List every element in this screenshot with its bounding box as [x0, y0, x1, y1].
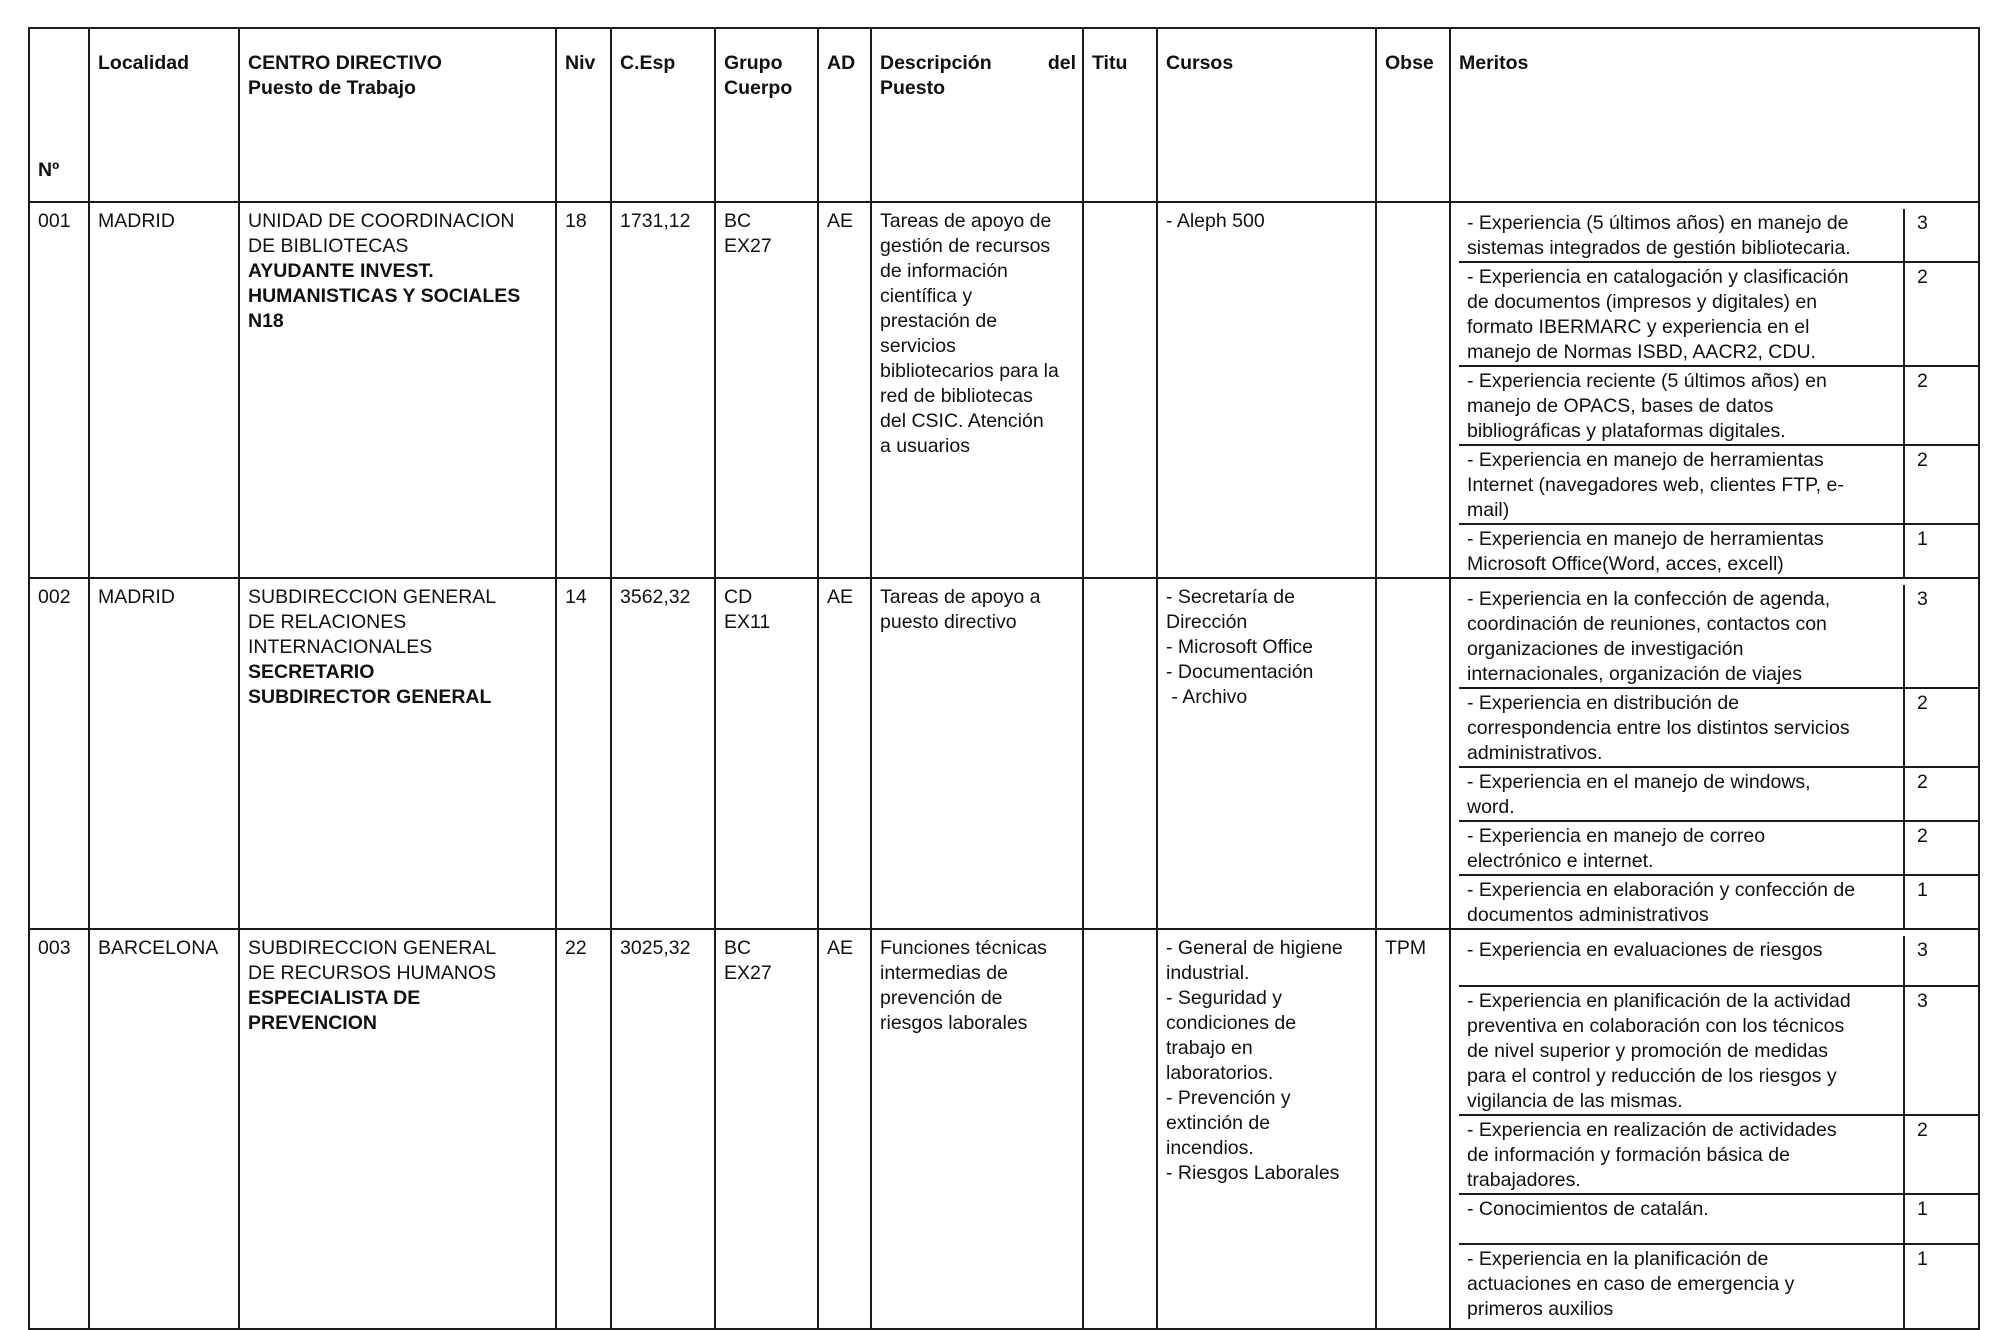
curso-line: - Seguridad y: [1166, 987, 1282, 1009]
header-centro: [239, 28, 556, 202]
cell-descripcion: [871, 929, 1083, 1329]
curso-line: extinción de: [1166, 1112, 1271, 1134]
descripcion-line: prestación de: [880, 310, 998, 332]
cell-centro: [239, 202, 556, 578]
merito-item: [1459, 1115, 1979, 1194]
merito-line: - Experiencia en realización de actividades: [1467, 1119, 1837, 1141]
merito-text: [1459, 262, 1904, 366]
merito-line: documentos administrativos: [1467, 904, 1709, 926]
puesto-trabajo-line: HUMANISTICAS Y SOCIALES: [248, 285, 521, 307]
header-grupo: [715, 28, 818, 202]
cell-titu: [1083, 578, 1157, 929]
document-page: [28, 27, 1978, 1330]
cell-titu: [1083, 202, 1157, 578]
cell-niv: 14: [556, 578, 611, 929]
merito-line: actuaciones en caso de emergencia y: [1467, 1273, 1795, 1295]
header-meritos: Meritos: [1450, 28, 1979, 202]
cell-ad: AE: [818, 929, 871, 1329]
job-listing-table: [28, 27, 1980, 1330]
descripcion-line: gestión de recursos: [880, 235, 1051, 257]
merito-text: [1459, 821, 1904, 875]
merito-item: [1459, 524, 1979, 577]
cell-grupo: [715, 202, 818, 578]
merito-item: [1459, 585, 1979, 688]
cell-descripcion: [871, 202, 1083, 578]
merito-item: [1459, 821, 1979, 875]
header-desc-line1: Descripción del: [880, 52, 1076, 74]
cell-meritos: [1450, 578, 1979, 929]
centro-directivo-line: DE BIBLIOTECAS: [248, 235, 409, 257]
merito-line: - Experiencia en evaluaciones de riesgos: [1467, 939, 1823, 961]
merito-line: - Experiencia en el manejo de windows,: [1467, 771, 1811, 793]
merito-line: - Experiencia en elaboración y confección de: [1467, 879, 1856, 901]
cell-n: 002: [29, 578, 89, 929]
meritos-list: [1459, 585, 1979, 928]
merito-line: formato IBERMARC y experiencia en el: [1467, 316, 1810, 338]
grupo-value: BC: [724, 210, 752, 232]
header-ad: AD: [818, 28, 871, 202]
curso-line: condiciones de: [1166, 1012, 1297, 1034]
descripcion-line: riesgos laborales: [880, 1012, 1028, 1034]
cell-ad: AE: [818, 202, 871, 578]
cell-meritos: [1450, 202, 1979, 578]
merito-line: manejo de Normas ISBD, AACR2, CDU.: [1467, 341, 1816, 363]
merito-item: [1459, 366, 1979, 445]
cell-localidad: BARCELONA: [89, 929, 239, 1329]
descripcion-line: Funciones técnicas: [880, 937, 1047, 959]
merito-line: - Experiencia en manejo de herramientas: [1467, 449, 1824, 471]
curso-line: - Riesgos Laborales: [1166, 1162, 1340, 1184]
centro-directivo-line: INTERNACIONALES: [248, 636, 433, 658]
merito-score: 2: [1904, 445, 1979, 524]
merito-text: [1459, 524, 1904, 577]
merito-item: [1459, 445, 1979, 524]
merito-line: manejo de OPACS, bases de datos: [1467, 395, 1774, 417]
merito-score: 3: [1904, 986, 1979, 1115]
descripcion-line: Tareas de apoyo a: [880, 586, 1041, 608]
centro-directivo-line: DE RELACIONES: [248, 611, 407, 633]
curso-line: - Microsoft Office: [1166, 636, 1314, 658]
cell-obse: [1376, 202, 1450, 578]
curso-line: incendios.: [1166, 1137, 1254, 1159]
descripcion-line: bibliotecarios para la: [880, 360, 1059, 382]
merito-line: preventiva en colaboración con los técnicos: [1467, 1015, 1845, 1037]
merito-line: electrónico e internet.: [1467, 850, 1654, 872]
merito-line: correspondencia entre los distintos servicios: [1467, 717, 1850, 739]
header-centro-line2: Puesto de Trabajo: [248, 77, 416, 99]
puesto-trabajo-line: SECRETARIO: [248, 661, 375, 683]
cell-centro: [239, 578, 556, 929]
merito-line: - Experiencia en la planificación de: [1467, 1248, 1769, 1270]
merito-score: 2: [1904, 767, 1979, 821]
merito-score: 1: [1904, 875, 1979, 928]
curso-line: - Documentación: [1166, 661, 1314, 683]
header-desc-line2: Puesto: [880, 77, 946, 99]
merito-line: internacionales, organización de viajes: [1467, 663, 1802, 685]
merito-score: 3: [1904, 209, 1979, 262]
header-cesp: C.Esp: [611, 28, 715, 202]
header-centro-line1: CENTRO DIRECTIVO: [248, 52, 442, 74]
cell-titu: [1083, 929, 1157, 1329]
merito-item: [1459, 767, 1979, 821]
descripcion-line: de información: [880, 260, 1008, 282]
merito-text: [1459, 1115, 1904, 1194]
cell-cesp: 3562,32: [611, 578, 715, 929]
curso-line: - Archivo: [1166, 686, 1248, 708]
meritos-list: [1459, 209, 1979, 577]
descripcion-line: científica y: [880, 285, 973, 307]
merito-score: 2: [1904, 688, 1979, 767]
merito-line: de información y formación básica de: [1467, 1144, 1790, 1166]
merito-item: [1459, 688, 1979, 767]
cuerpo-value: EX27: [724, 235, 772, 257]
merito-line: Microsoft Office(Word, acces, excell): [1467, 553, 1784, 575]
merito-item: [1459, 936, 1979, 986]
meritos-list: [1459, 936, 1979, 1328]
descripcion-line: red de bibliotecas: [880, 385, 1033, 407]
merito-line: coordinación de reuniones, contactos con: [1467, 613, 1827, 635]
header-localidad: Localidad: [89, 28, 239, 202]
merito-line: Internet (navegadores web, clientes FTP, e-: [1467, 474, 1844, 496]
merito-line: bibliográficas y plataformas digitales.: [1467, 420, 1786, 442]
cell-cesp: 3025,32: [611, 929, 715, 1329]
curso-line: industrial.: [1166, 962, 1250, 984]
cell-descripcion: [871, 578, 1083, 929]
descripcion-line: Tareas de apoyo de: [880, 210, 1052, 232]
cell-grupo: [715, 929, 818, 1329]
merito-line: - Experiencia en la confección de agenda,: [1467, 588, 1831, 610]
merito-line: - Experiencia en catalogación y clasificación: [1467, 266, 1849, 288]
cell-localidad: MADRID: [89, 202, 239, 578]
centro-directivo-line: DE RECURSOS HUMANOS: [248, 962, 497, 984]
header-cursos: Cursos: [1157, 28, 1376, 202]
curso-line: laboratorios.: [1166, 1062, 1274, 1084]
merito-score: 1: [1904, 1194, 1979, 1244]
merito-score: 2: [1904, 366, 1979, 445]
merito-text: [1459, 767, 1904, 821]
merito-line: - Experiencia en distribución de: [1467, 692, 1740, 714]
merito-line: sistemas integrados de gestión bibliotecaria.: [1467, 237, 1851, 259]
descripcion-line: prevención de: [880, 987, 1003, 1009]
curso-line: - Aleph 500: [1166, 210, 1265, 232]
merito-line: para el control y reducción de los riesgos y: [1467, 1065, 1837, 1087]
cell-niv: 22: [556, 929, 611, 1329]
merito-line: trabajadores.: [1467, 1169, 1581, 1191]
merito-line: de nivel superior y promoción de medidas: [1467, 1040, 1828, 1062]
table-row: [29, 578, 1979, 929]
cell-cursos: [1157, 202, 1376, 578]
merito-text: [1459, 209, 1904, 262]
descripcion-line: servicios: [880, 335, 956, 357]
centro-directivo-line: UNIDAD DE COORDINACION: [248, 210, 515, 232]
grupo-value: CD: [724, 586, 753, 608]
merito-score: 3: [1904, 936, 1979, 986]
merito-score: 2: [1904, 1115, 1979, 1194]
descripcion-line: intermedias de: [880, 962, 1008, 984]
merito-text: [1459, 366, 1904, 445]
merito-line: administrativos.: [1467, 742, 1603, 764]
merito-score: 2: [1904, 821, 1979, 875]
merito-text: [1459, 1244, 1904, 1328]
curso-line: - Prevención y: [1166, 1087, 1291, 1109]
cell-grupo: [715, 578, 818, 929]
merito-line: primeros auxilios: [1467, 1298, 1614, 1320]
merito-score: 1: [1904, 1244, 1979, 1328]
merito-text: [1459, 585, 1904, 688]
header-n: Nº: [29, 28, 89, 202]
cell-centro: [239, 929, 556, 1329]
merito-item: [1459, 875, 1979, 928]
merito-item: [1459, 1194, 1979, 1244]
cell-cursos: [1157, 578, 1376, 929]
cuerpo-value: EX11: [724, 611, 771, 633]
merito-line: mail): [1467, 499, 1510, 521]
cell-meritos: [1450, 929, 1979, 1329]
cell-n: 001: [29, 202, 89, 578]
cell-ad: AE: [818, 578, 871, 929]
merito-line: - Experiencia en planificación de la actividad: [1467, 990, 1851, 1012]
curso-line: - General de higiene: [1166, 937, 1343, 959]
merito-score: 1: [1904, 524, 1979, 577]
cell-obse: [1376, 578, 1450, 929]
merito-line: - Experiencia en manejo de herramientas: [1467, 528, 1824, 550]
cuerpo-value: EX27: [724, 962, 772, 984]
merito-line: - Conocimientos de catalán.: [1467, 1198, 1709, 1220]
merito-text: [1459, 688, 1904, 767]
grupo-value: BC: [724, 937, 752, 959]
merito-text: [1459, 936, 1904, 986]
cell-obse: TPM: [1376, 929, 1450, 1329]
puesto-trabajo-line: AYUDANTE INVEST.: [248, 260, 434, 282]
merito-line: - Experiencia reciente (5 últimos años) en: [1467, 370, 1827, 392]
descripcion-line: del CSIC. Atención: [880, 410, 1044, 432]
descripcion-line: a usuarios: [880, 435, 970, 457]
descripcion-line: puesto directivo: [880, 611, 1017, 633]
merito-text: [1459, 445, 1904, 524]
merito-item: [1459, 262, 1979, 366]
merito-text: [1459, 986, 1904, 1115]
header-niv: Niv: [556, 28, 611, 202]
merito-line: de documentos (impresos y digitales) en: [1467, 291, 1818, 313]
curso-line: - Secretaría de: [1166, 586, 1295, 608]
puesto-trabajo-line: N18: [248, 310, 284, 332]
merito-line: - Experiencia en manejo de correo: [1467, 825, 1766, 847]
merito-item: [1459, 1244, 1979, 1328]
cell-niv: 18: [556, 202, 611, 578]
table-row: [29, 202, 1979, 578]
header-titu: Titu: [1083, 28, 1157, 202]
puesto-trabajo-line: PREVENCION: [248, 1012, 377, 1034]
merito-line: word.: [1467, 796, 1515, 818]
merito-item: [1459, 209, 1979, 262]
merito-line: organizaciones de investigación: [1467, 638, 1744, 660]
puesto-trabajo-line: SUBDIRECTOR GENERAL: [248, 686, 492, 708]
merito-text: [1459, 875, 1904, 928]
merito-score: 3: [1904, 585, 1979, 688]
merito-text: [1459, 1194, 1904, 1244]
merito-item: [1459, 986, 1979, 1115]
cell-n: 003: [29, 929, 89, 1329]
cell-localidad: MADRID: [89, 578, 239, 929]
cell-cursos: [1157, 929, 1376, 1329]
table-row: [29, 929, 1979, 1329]
merito-score: 2: [1904, 262, 1979, 366]
header-grupo-line1: Grupo: [724, 52, 783, 74]
header-descripcion: [871, 28, 1083, 202]
header-obse: Obse: [1376, 28, 1450, 202]
cell-cesp: 1731,12: [611, 202, 715, 578]
merito-line: - Experiencia (5 últimos años) en manejo de: [1467, 212, 1849, 234]
curso-line: trabajo en: [1166, 1037, 1253, 1059]
centro-directivo-line: SUBDIRECCION GENERAL: [248, 586, 497, 608]
merito-line: vigilancia de las mismas.: [1467, 1090, 1683, 1112]
centro-directivo-line: SUBDIRECCION GENERAL: [248, 937, 497, 959]
puesto-trabajo-line: ESPECIALISTA DE: [248, 987, 421, 1009]
header-row: [29, 28, 1979, 202]
curso-line: Dirección: [1166, 611, 1248, 633]
header-grupo-line2: Cuerpo: [724, 77, 793, 99]
